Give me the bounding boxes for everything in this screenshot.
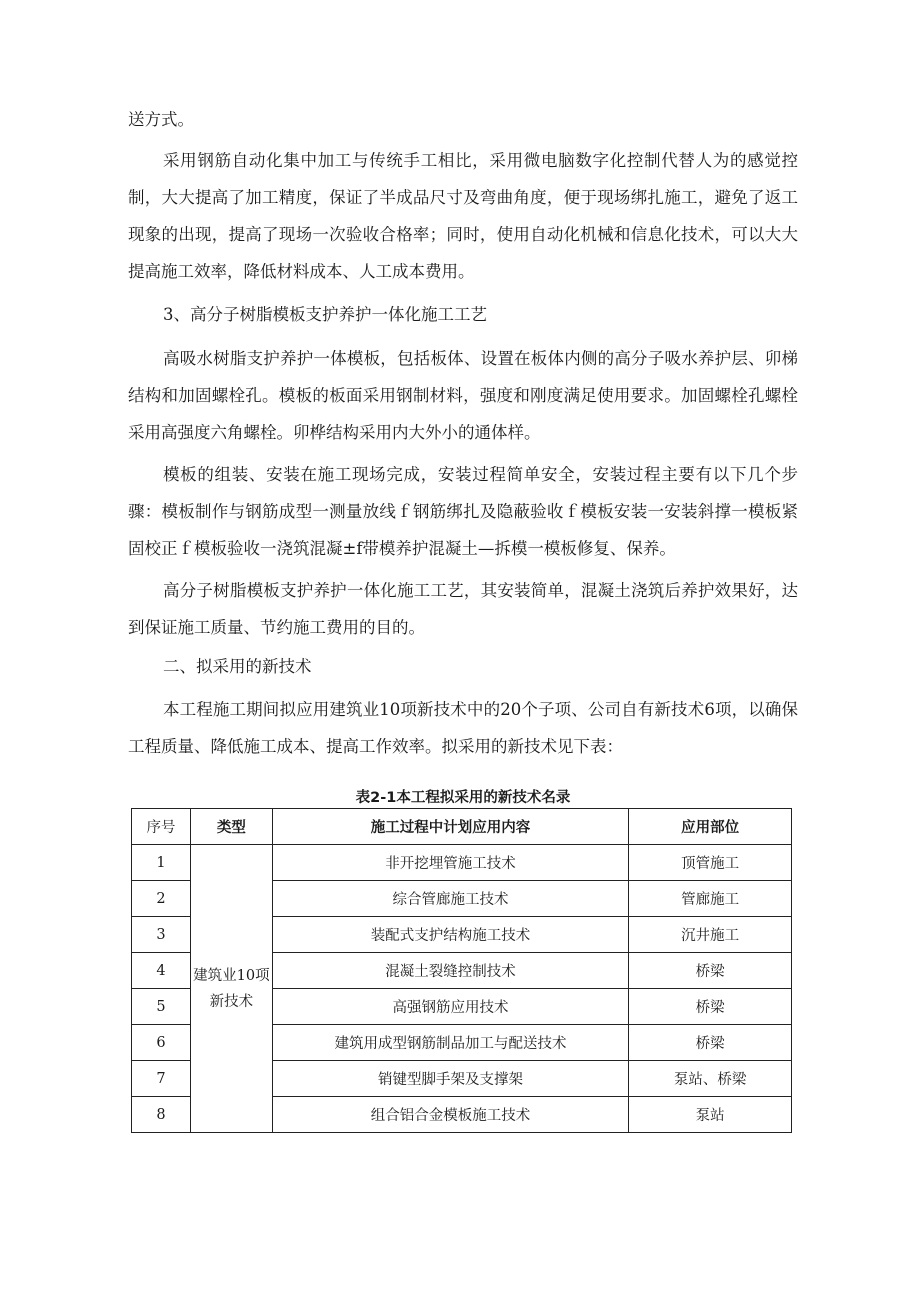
- paragraph-new-tech-intro: 本工程施工期间拟应用建筑业10项新技术中的20个子项、公司自有新技术6项，以确保工程质量、降低施工成本、提高工作效率。拟采用的新技术见下表：: [128, 700, 798, 756]
- row-no: 4: [132, 953, 191, 989]
- row-content: 非开挖埋管施工技术: [272, 845, 628, 881]
- header-no: 序号: [132, 809, 191, 845]
- section-heading-2: 二、拟采用的新技术: [163, 657, 312, 676]
- row-no: 7: [132, 1061, 191, 1097]
- row-content: 组合铝合金模板施工技术: [272, 1097, 628, 1133]
- row-no: 3: [132, 917, 191, 953]
- row-location: 桥梁: [629, 1025, 792, 1061]
- group-type-cell: 建筑业10项新技术: [190, 845, 272, 1133]
- row-no: 2: [132, 881, 191, 917]
- section-heading-3: 3、高分子树脂模板支护养护一体化施工工艺: [163, 305, 487, 324]
- paragraph-continuation: 送方式。: [128, 110, 194, 129]
- row-content: 高强钢筋应用技术: [272, 989, 628, 1025]
- paragraph-benefits: 高分子树脂模板支护养护一体化施工工艺，其安装简单，混凝土浇筑后养护效果好，达到保证施工质量、节约施工费用的目的。: [128, 581, 798, 637]
- header-type: 类型: [190, 809, 272, 845]
- paragraph-formwork-description: 高吸水树脂支护养护一体模板，包括板体、设置在板体内侧的高分子吸水养护层、卯梯结构和加固螺栓孔。模板的板面采用钢制材料，强度和刚度满足使用要求。加固螺栓孔螺栓采用高强度六角螺栓。卯桦结构采用内大外小的通体样。: [128, 349, 798, 442]
- row-location: 管廊施工: [629, 881, 792, 917]
- header-location: 应用部位: [629, 809, 792, 845]
- row-content: 销键型脚手架及支撑架: [272, 1061, 628, 1097]
- table-row: [132, 845, 792, 881]
- row-no: 1: [132, 845, 191, 881]
- row-content: 装配式支护结构施工技术: [272, 917, 628, 953]
- table-caption: 表2-1本工程拟采用的新技术名录: [355, 790, 571, 806]
- row-location: 泵站、桥梁: [629, 1061, 792, 1097]
- row-location: 沉井施工: [629, 917, 792, 953]
- row-location: 桥梁: [629, 989, 792, 1025]
- table-header-row: [132, 809, 792, 845]
- row-location: 桥梁: [629, 953, 792, 989]
- row-no: 8: [132, 1097, 191, 1133]
- row-location: 泵站: [629, 1097, 792, 1133]
- row-content: 建筑用成型钢筋制品加工与配送技术: [272, 1025, 628, 1061]
- row-no: 5: [132, 989, 191, 1025]
- paragraph-installation-steps: 模板的组装、安装在施工现场完成，安装过程简单安全，安装过程主要有以下几个步骤：模板制作与钢筋成型一测量放线ｆ钢筋绑扎及隐蔽验收ｆ模板安装一安装斜撑一模板紧固校正ｆ模板验收一浇筑混凝±f带模养护混凝土—拆模一模板修复、保养。: [128, 465, 798, 558]
- row-content: 混凝土裂缝控制技术: [272, 953, 628, 989]
- paragraph-rebar-processing: 采用钢筋自动化集中加工与传统手工相比，采用微电脑数字化控制代替人为的感觉控制，大大提高了加工精度，保证了半成品尺寸及弯曲角度，便于现场绑扎施工，避免了返工现象的出现，提高了现场一次验收合格率；同时，使用自动化机械和信息化技术，可以大大提高施工效率，降低材料成本、人工成本费用。: [128, 151, 798, 281]
- row-no: 6: [132, 1025, 191, 1061]
- row-location: 顶管施工: [629, 845, 792, 881]
- row-content: 综合管廊施工技术: [272, 881, 628, 917]
- new-technology-table: [131, 808, 792, 1133]
- header-content: 施工过程中计划应用内容: [272, 809, 628, 845]
